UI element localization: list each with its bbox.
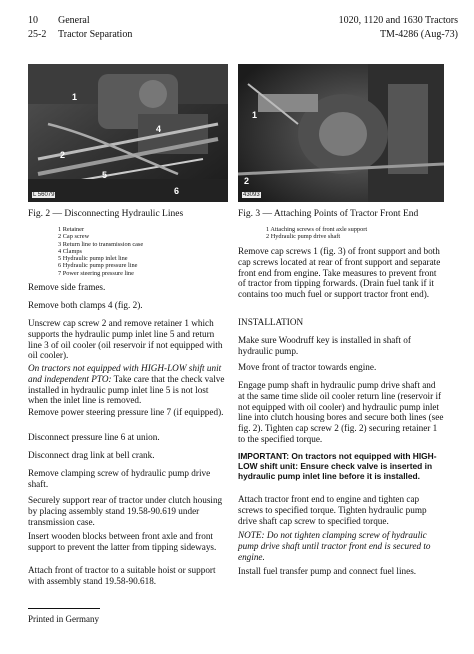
subsection-title: Tractor Separation bbox=[58, 29, 133, 40]
paragraph: Disconnect pressure line 6 at union. bbox=[28, 432, 160, 442]
fig3-photo bbox=[238, 64, 444, 202]
fig3-photo-art bbox=[238, 64, 444, 202]
paragraph: Remove both clamps 4 (fig. 2). bbox=[28, 300, 143, 310]
fig3-legend bbox=[266, 226, 367, 241]
fig2-callout-2: 2 bbox=[60, 150, 66, 160]
fig3-legend-item: 2 Hydraulic pump drive shaft bbox=[266, 233, 341, 241]
section-number: 25-2 bbox=[28, 29, 47, 40]
paragraph: Attach front of tractor to a suitable hoist or support with assembly stand 19.58-90.618. bbox=[28, 565, 216, 586]
fig2-callout-1: 1 bbox=[72, 92, 78, 102]
fig2-photo-art bbox=[28, 64, 228, 202]
paragraph-note bbox=[28, 363, 228, 406]
paragraph: Make sure Woodruff key is installed in shaft of hydraulic pump. bbox=[238, 335, 411, 356]
page-number: 10 bbox=[28, 15, 38, 26]
paragraph: Move front of tractor towards engine. bbox=[238, 362, 377, 372]
fig2-legend-item: 5 Hydraulic pump inlet line bbox=[58, 255, 128, 263]
fig3-caption: Fig. 3 — Attaching Points of Tractor Front End bbox=[238, 209, 419, 219]
section-title: General bbox=[58, 15, 90, 26]
fig2-caption: Fig. 2 — Disconnecting Hydraulic Lines bbox=[28, 209, 184, 219]
fig2-photo bbox=[28, 64, 228, 202]
fig2-legend-item: 6 Hydraulic pump pressure line bbox=[58, 262, 138, 270]
paragraph-body: Take care that the check valve installed in hydraulic pump inlet line 5 is not lost when the inlet line is removed. bbox=[28, 373, 225, 406]
fig3-legend-item: 1 Attaching screws of front axle support bbox=[266, 226, 368, 233]
paragraph: Remove side frames. bbox=[28, 282, 106, 292]
paragraph: Insert wooden blocks between front axle and front support to prevent the latter from tipping sideways. bbox=[28, 531, 217, 552]
fig2-legend-item: 4 Clamps bbox=[58, 247, 82, 255]
paragraph: Securely support rear of tractor under clutch housing by placing assembly stand 19.58-90.619 under transmission case. bbox=[28, 495, 223, 527]
paragraph: Remove clamping screw of hydraulic pump drive shaft. bbox=[28, 468, 211, 489]
note: NOTE: Do not tighten clamping screw of hydraulic pump drive shaft until tractor front end is secured to engine. bbox=[238, 530, 431, 562]
section-heading: INSTALLATION bbox=[238, 317, 304, 327]
fig2-legend-item: 7 Power steering pressure line bbox=[58, 269, 134, 277]
paragraph: Engage pump shaft in hydraulic pump drive shaft and at the same time slide oil cooler return line (reservoir if not equipped with oil cooler) and hydraulic pump inlet line into clutch housing bores and secure both lines (see fig. 2). Tighten cap screw 2 (fig. 2) securing retainer 1 to the specified torque. bbox=[238, 380, 444, 444]
fig2-ref: L 56079 bbox=[33, 192, 55, 198]
fig3-callout-2: 2 bbox=[244, 176, 250, 186]
fig2-callout-6: 6 bbox=[174, 186, 180, 196]
important-notice: IMPORTANT: On tractors not equipped with HIGH-LOW shift unit: Ensure check valve is inserted in hydraulic pump inlet line before it is installed. bbox=[238, 451, 437, 482]
fig2-legend-item: 2 Cap screw bbox=[58, 233, 90, 241]
paragraph: Disconnect drag link at bell crank. bbox=[28, 450, 155, 460]
paragraph: Attach tractor front end to engine and tighten cap screws to specified torque. Tighten hydraulic pump drive shaft cap screw to specified torque. bbox=[238, 494, 427, 526]
paragraph: Unscrew cap screw 2 and remove retainer 1 which supports the hydraulic pump inlet line 5 and return line 3 of oil cooler (oil reservoir if not equipped with oil cooler). bbox=[28, 318, 223, 361]
fig2-callout-4: 4 bbox=[156, 124, 162, 134]
fig2-legend bbox=[58, 226, 143, 277]
fig2-legend-item: 1 Retainer bbox=[58, 226, 85, 233]
manual-code: TM-4286 (Aug-73) bbox=[379, 29, 458, 40]
footer-text: Printed in Germany bbox=[28, 614, 99, 624]
paragraph: Install fuel transfer pump and connect fuel lines. bbox=[238, 566, 417, 576]
footer-rule bbox=[28, 608, 100, 609]
paragraph: Remove power steering pressure line 7 (if equipped). bbox=[28, 407, 224, 417]
paragraph-lead: On tractors not equipped with HIGH-LOW shift unit and independent PTO: bbox=[28, 363, 222, 384]
fig2-callout-5: 5 bbox=[102, 170, 108, 180]
paragraph: Remove cap screws 1 (fig. 3) of front support and both cap screws located at rear of front support and separate front end from engine. Take measures to prevent front of tractor from tipping forwards. (Drain fuel tank if it contains too much fuel or support tractor front end). bbox=[238, 246, 441, 300]
manual-title: 1020, 1120 and 1630 Tractors bbox=[338, 15, 458, 26]
fig2-legend-item: 3 Return line to transmission case bbox=[58, 240, 144, 248]
fig3-callout-1: 1 bbox=[252, 110, 258, 120]
fig3-ref: 43093 bbox=[243, 192, 260, 198]
